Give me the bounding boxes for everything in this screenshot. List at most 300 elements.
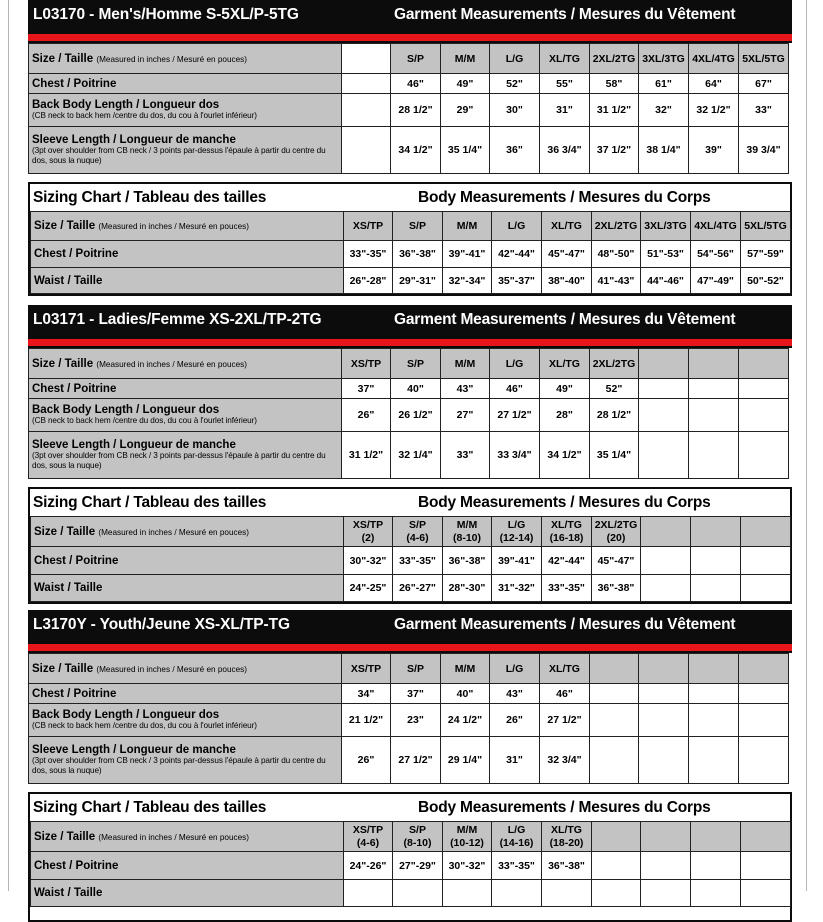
size-header-cell: S/P [391, 44, 441, 74]
men-size-row [29, 44, 789, 74]
value-cell: 33" [441, 432, 490, 479]
value-cell [739, 432, 789, 479]
value-cell: 33 3/4" [490, 432, 540, 479]
size-range: (18-20) [549, 836, 584, 849]
value-cell: 35"-37" [492, 268, 542, 294]
value-cell [639, 684, 689, 704]
ladies-sleeve-label-cell [29, 432, 342, 479]
men-back-label-cell [29, 94, 342, 127]
size-header-cell: 4XL/4TG [691, 212, 741, 241]
value-cell [691, 880, 741, 907]
size-range: (16-18) [549, 531, 584, 544]
youth-size-note: (Measured in inches / Mesuré en pouces) [96, 664, 247, 674]
size-range: (4-6) [406, 531, 429, 544]
youth-body-waist-label: Waist / Taille [31, 880, 344, 907]
value-cell: 49" [540, 379, 590, 399]
size-header-cell: XL/TG [540, 349, 590, 379]
men-back-note: (CB neck to back hem /centre du dos, du cou à l'ourlet inférieur) [32, 111, 257, 120]
value-cell [590, 684, 639, 704]
size-header-cell [639, 349, 689, 379]
size-header-cell: 3XL/3TG [641, 212, 691, 241]
value-cell: 47"-49" [691, 268, 741, 294]
size-header-cell: XS/TP [342, 349, 391, 379]
size-header-cell [592, 517, 641, 547]
youth-body-size-row [31, 822, 791, 852]
size-header-cell [739, 654, 789, 684]
value-cell [641, 852, 691, 880]
value-cell [741, 575, 791, 602]
ladies-product-title: L03171 - Ladies/Femme XS-2XL/TP-2TG [33, 311, 322, 328]
size-header-cell [641, 822, 691, 852]
size-header-cell: L/G [490, 654, 540, 684]
men-body-chest-row [31, 241, 791, 268]
size-range: (20) [606, 531, 626, 544]
ladies-body-heading: Body Measurements / Mesures du Corps [418, 494, 711, 511]
men-garment-heading: Garment Measurements / Mesures du Vêtement [394, 6, 736, 23]
youth-garment-table [28, 653, 789, 784]
size-code: S/P [409, 823, 426, 836]
ladies-size-note: (Measured in inches / Mesuré en pouces) [96, 359, 247, 369]
value-cell: 24 1/2" [441, 704, 490, 737]
value-cell: 26" [342, 737, 391, 784]
value-cell: 42"-44" [542, 547, 592, 575]
value-cell: 36"-38" [443, 547, 492, 575]
value-cell: 24"-26" [344, 852, 393, 880]
value-cell [739, 704, 789, 737]
value-cell: 58" [590, 74, 639, 94]
value-cell [739, 379, 789, 399]
size-header-cell: XS/TP [344, 212, 393, 241]
size-header-cell [691, 517, 741, 547]
youth-size-label-cell [29, 654, 342, 684]
value-cell [689, 704, 739, 737]
value-cell: 39"-41" [443, 241, 492, 268]
size-header-cell: S/P [393, 212, 443, 241]
size-header-cell: L/G [490, 349, 540, 379]
value-cell: 23" [391, 704, 441, 737]
ladies-chest-label: Chest / Poitrine [29, 379, 342, 399]
youth-body-table [30, 821, 791, 907]
value-cell: 27 1/2" [490, 399, 540, 432]
value-cell [639, 432, 689, 479]
men-back-label: Back Body Length / Longueur dos [32, 99, 220, 111]
ladies-body-section [28, 487, 792, 604]
size-header-cell: S/P [391, 654, 441, 684]
value-cell [492, 880, 542, 907]
value-cell [639, 379, 689, 399]
value-cell: 54"-56" [691, 241, 741, 268]
ladies-size-label-cell [29, 349, 342, 379]
value-cell: 33"-35" [344, 241, 393, 268]
value-cell [592, 852, 641, 880]
value-cell: 67" [739, 74, 789, 94]
size-code: XL/TG [551, 823, 582, 836]
value-cell: 37" [391, 684, 441, 704]
value-cell: 26 1/2" [391, 399, 441, 432]
value-cell: 29"-31" [393, 268, 443, 294]
value-cell: 43" [441, 379, 490, 399]
size-code: M/M [456, 518, 478, 531]
men-body-size-label-cell [31, 212, 344, 241]
men-chest-label: Chest / Poitrine [29, 74, 342, 94]
value-cell [592, 880, 641, 907]
value-cell: 30"-32" [443, 852, 492, 880]
value-cell [741, 880, 791, 907]
men-body-size-note: (Measured in inches / Mesuré en pouces) [98, 222, 249, 231]
value-cell [393, 880, 443, 907]
value-cell: 38 1/4" [639, 127, 689, 174]
youth-red-bar [28, 644, 792, 651]
youth-back-label-cell [29, 704, 342, 737]
value-cell [344, 880, 393, 907]
size-range: (12-14) [499, 531, 534, 544]
value-cell: 26"-28" [344, 268, 393, 294]
value-cell: 32 1/2" [689, 94, 739, 127]
youth-chest-label: Chest / Poitrine [29, 684, 342, 704]
men-size-note: (Measured in inches / Mesuré en pouces) [96, 54, 247, 64]
value-cell: 45"-47" [592, 547, 641, 575]
value-cell: 33"-35" [542, 575, 592, 602]
size-header-cell: 5XL/5TG [739, 44, 789, 74]
ladies-sleeve-row [29, 432, 789, 479]
size-header-cell [739, 349, 789, 379]
youth-back-label: Back Body Length / Longueur dos [32, 709, 220, 721]
value-cell: 31" [540, 94, 590, 127]
value-cell [342, 74, 391, 94]
size-header-cell [443, 822, 492, 852]
value-cell: 31 1/2" [590, 94, 639, 127]
size-header-cell [542, 517, 592, 547]
youth-body-size-label: Size / Taille [34, 830, 96, 843]
value-cell: 39" [689, 127, 739, 174]
men-sleeve-label: Sleeve Length / Longueur de manche [32, 134, 236, 146]
size-header-cell [691, 822, 741, 852]
value-cell: 28" [540, 399, 590, 432]
value-cell: 37 1/2" [590, 127, 639, 174]
youth-sleeve-row [29, 737, 789, 784]
youth-sleeve-note: (3pt over shoulder from CB neck / 3 points par-dessus l'épaule à partir du centre du dos, sous la nuque) [32, 756, 326, 775]
value-cell: 30"-32" [344, 547, 393, 575]
value-cell: 29" [441, 94, 490, 127]
size-code: L/G [507, 823, 526, 836]
men-body-table [30, 211, 791, 294]
size-header-cell [344, 822, 393, 852]
size-header-cell: M/M [443, 212, 492, 241]
value-cell: 33"-35" [492, 852, 542, 880]
men-size-label-cell [29, 44, 342, 74]
value-cell: 35 1/4" [590, 432, 639, 479]
size-header-cell [344, 517, 393, 547]
value-cell [641, 547, 691, 575]
value-cell: 30" [490, 94, 540, 127]
value-cell: 28"-30" [443, 575, 492, 602]
men-body-header [30, 184, 790, 211]
value-cell: 48"-50" [592, 241, 641, 268]
value-cell [689, 432, 739, 479]
ladies-body-waist-label: Waist / Taille [31, 575, 344, 602]
youth-chest-row [29, 684, 789, 704]
men-garment-section [28, 0, 792, 174]
size-code: XS/TP [352, 823, 384, 836]
value-cell: 45"-47" [542, 241, 592, 268]
value-cell [691, 575, 741, 602]
value-cell [639, 399, 689, 432]
youth-body-title: Sizing Chart / Tableau des tailles [33, 799, 267, 816]
size-code: M/M [456, 823, 478, 836]
men-chest-row [29, 74, 789, 94]
youth-size-row [29, 654, 789, 684]
value-cell: 55" [540, 74, 590, 94]
value-cell: 35 1/4" [441, 127, 490, 174]
value-cell: 38"-40" [542, 268, 592, 294]
youth-back-row [29, 704, 789, 737]
size-header-cell [689, 349, 739, 379]
ladies-chest-row [29, 379, 789, 399]
size-header-cell [641, 517, 691, 547]
men-body-heading: Body Measurements / Mesures du Corps [418, 189, 711, 206]
page-left-rule [8, 0, 9, 891]
value-cell [443, 880, 492, 907]
value-cell: 34 1/2" [391, 127, 441, 174]
size-range: (2) [361, 531, 375, 544]
size-header-cell [741, 822, 791, 852]
value-cell [689, 684, 739, 704]
size-header-cell: M/M [441, 654, 490, 684]
value-cell: 52" [590, 379, 639, 399]
value-cell: 33" [739, 94, 789, 127]
size-header-cell [741, 517, 791, 547]
size-code: XS/TP [352, 518, 384, 531]
size-code: 2XL/2TG [594, 518, 638, 531]
value-cell: 64" [689, 74, 739, 94]
men-garment-header [28, 0, 792, 34]
value-cell: 27"-29" [393, 852, 443, 880]
men-body-size-label: Size / Taille [34, 220, 96, 232]
value-cell: 32" [639, 94, 689, 127]
value-cell: 43" [490, 684, 540, 704]
value-cell: 26" [490, 704, 540, 737]
size-header-cell: 2XL/2TG [592, 212, 641, 241]
size-header-cell: XL/TG [540, 44, 590, 74]
youth-sleeve-label-cell [29, 737, 342, 784]
ladies-body-size-note: (Measured in inches / Mesuré en pouces) [98, 527, 249, 537]
ladies-body-size-label: Size / Taille [34, 525, 96, 538]
size-header-cell [393, 517, 443, 547]
value-cell [691, 547, 741, 575]
ladies-sleeve-label: Sleeve Length / Longueur de manche [32, 439, 236, 451]
size-header-cell [492, 822, 542, 852]
size-header-cell: S/P [391, 349, 441, 379]
value-cell: 31"-32" [492, 575, 542, 602]
value-cell: 51"-53" [641, 241, 691, 268]
youth-product-title: L3170Y - Youth/Jeune XS-XL/TP-TG [33, 616, 290, 633]
ladies-body-title: Sizing Chart / Tableau des tailles [33, 494, 267, 511]
value-cell [639, 737, 689, 784]
value-cell: 42"-44" [492, 241, 542, 268]
size-code: XL/TG [551, 518, 582, 531]
ladies-back-label: Back Body Length / Longueur dos [32, 404, 220, 416]
value-cell: 61" [639, 74, 689, 94]
ladies-back-note: (CB neck to back hem /centre du dos, du cou à l'ourlet inférieur) [32, 416, 257, 425]
ladies-garment-header [28, 305, 792, 339]
value-cell [741, 852, 791, 880]
size-header-cell [443, 517, 492, 547]
value-cell: 52" [490, 74, 540, 94]
value-cell: 40" [391, 379, 441, 399]
value-cell [590, 704, 639, 737]
ladies-body-header [30, 489, 790, 516]
size-header-cell: 2XL/2TG [590, 349, 639, 379]
value-cell: 26" [342, 399, 391, 432]
value-cell: 46" [490, 379, 540, 399]
size-range: (8-10) [403, 836, 432, 849]
men-sleeve-label-cell [29, 127, 342, 174]
size-header-cell [393, 822, 443, 852]
men-body-size-row [31, 212, 791, 241]
men-body-chest-label: Chest / Poitrine [31, 241, 344, 268]
size-header-cell: 3XL/3TG [639, 44, 689, 74]
men-size-label: Size / Taille [32, 52, 94, 65]
youth-body-waist-row [31, 880, 791, 907]
size-header-cell [342, 44, 391, 74]
ladies-garment-heading: Garment Measurements / Mesures du Vêtement [394, 311, 736, 328]
page-right-rule [806, 0, 807, 891]
value-cell: 57"-59" [741, 241, 791, 268]
size-code: L/G [507, 518, 526, 531]
ladies-body-table [30, 516, 791, 602]
youth-body-chest-label: Chest / Poitrine [31, 852, 344, 880]
value-cell: 32 3/4" [540, 737, 590, 784]
value-cell: 27" [441, 399, 490, 432]
size-header-cell: 2XL/2TG [590, 44, 639, 74]
youth-body-heading: Body Measurements / Mesures du Corps [418, 799, 711, 816]
value-cell: 39"-41" [492, 547, 542, 575]
size-range: (8-10) [452, 531, 481, 544]
value-cell: 27 1/2" [391, 737, 441, 784]
size-header-cell: M/M [441, 349, 490, 379]
value-cell: 39 3/4" [739, 127, 789, 174]
size-header-cell [639, 654, 689, 684]
value-cell: 33"-35" [393, 547, 443, 575]
value-cell [739, 684, 789, 704]
ladies-body-size-label-cell [31, 517, 344, 547]
value-cell [641, 880, 691, 907]
value-cell: 40" [441, 684, 490, 704]
men-body-waist-row [31, 268, 791, 294]
size-header-cell: 5XL/5TG [741, 212, 791, 241]
ladies-back-label-cell [29, 399, 342, 432]
value-cell: 24"-25" [344, 575, 393, 602]
size-header-cell [590, 654, 639, 684]
ladies-body-size-row [31, 517, 791, 547]
value-cell: 26"-27" [393, 575, 443, 602]
value-cell [741, 547, 791, 575]
size-code: S/P [409, 518, 426, 531]
men-body-waist-label: Waist / Taille [31, 268, 344, 294]
value-cell [689, 399, 739, 432]
size-header-cell: L/G [492, 212, 542, 241]
size-range: (4-6) [356, 836, 380, 849]
ladies-garment-table [28, 348, 789, 479]
value-cell [342, 94, 391, 127]
men-product-title: L03170 - Men's/Homme S-5XL/P-5TG [33, 6, 299, 23]
value-cell: 27 1/2" [540, 704, 590, 737]
value-cell: 36" [490, 127, 540, 174]
size-range: (14-16) [499, 836, 534, 849]
value-cell [590, 737, 639, 784]
men-sleeve-note: (3pt over shoulder from CB neck / 3 points par-dessus l'épaule à partir du centre du dos, sous la nuque) [32, 146, 326, 165]
value-cell: 37" [342, 379, 391, 399]
youth-size-label: Size / Taille [32, 662, 94, 675]
men-body-section [28, 182, 792, 296]
value-cell [691, 852, 741, 880]
value-cell: 28 1/2" [391, 94, 441, 127]
value-cell: 31" [490, 737, 540, 784]
size-header-cell: 4XL/4TG [689, 44, 739, 74]
value-cell: 36 3/4" [540, 127, 590, 174]
ladies-body-waist-row [31, 575, 791, 602]
youth-body-header [30, 794, 790, 821]
size-header-cell: L/G [490, 44, 540, 74]
size-header-cell [689, 654, 739, 684]
youth-body-chest-row [31, 852, 791, 880]
value-cell: 29 1/4" [441, 737, 490, 784]
youth-body-size-note: (Measured in inches / Mesuré en pouces) [98, 832, 249, 842]
value-cell: 31 1/2" [342, 432, 391, 479]
youth-garment-heading: Garment Measurements / Mesures du Vêtement [394, 616, 736, 633]
value-cell: 41"-43" [592, 268, 641, 294]
size-header-cell: XL/TG [540, 654, 590, 684]
men-sleeve-row [29, 127, 789, 174]
value-cell: 32 1/4" [391, 432, 441, 479]
size-header-cell [492, 517, 542, 547]
ladies-body-chest-row [31, 547, 791, 575]
youth-garment-header [28, 610, 792, 644]
youth-body-section [28, 792, 792, 922]
value-cell [689, 737, 739, 784]
value-cell: 32"-34" [443, 268, 492, 294]
youth-sleeve-label: Sleeve Length / Longueur de manche [32, 744, 236, 756]
men-body-title: Sizing Chart / Tableau des tailles [33, 189, 267, 206]
ladies-size-label: Size / Taille [32, 357, 94, 370]
value-cell: 46" [391, 74, 441, 94]
ladies-garment-section [28, 305, 792, 479]
value-cell [689, 379, 739, 399]
men-back-row [29, 94, 789, 127]
value-cell [739, 399, 789, 432]
size-range: (10-12) [450, 836, 484, 849]
value-cell: 21 1/2" [342, 704, 391, 737]
ladies-back-row [29, 399, 789, 432]
ladies-sleeve-note: (3pt over shoulder from CB neck / 3 points par-dessus l'épaule à partir du centre du dos, sous la nuque) [32, 451, 326, 470]
men-red-bar [28, 34, 792, 41]
men-garment-table [28, 43, 789, 174]
youth-garment-section [28, 610, 792, 784]
value-cell: 34 1/2" [540, 432, 590, 479]
value-cell: 46" [540, 684, 590, 704]
size-header-cell [592, 822, 641, 852]
size-header-cell [542, 822, 592, 852]
youth-back-note: (CB neck to back hem /centre du dos, du cou à l'ourlet inférieur) [32, 721, 257, 730]
size-header-cell: M/M [441, 44, 490, 74]
value-cell: 50"-52" [741, 268, 791, 294]
value-cell [641, 575, 691, 602]
value-cell: 28 1/2" [590, 399, 639, 432]
size-header-cell: XL/TG [542, 212, 592, 241]
value-cell [542, 880, 592, 907]
value-cell [639, 704, 689, 737]
value-cell: 36"-38" [592, 575, 641, 602]
